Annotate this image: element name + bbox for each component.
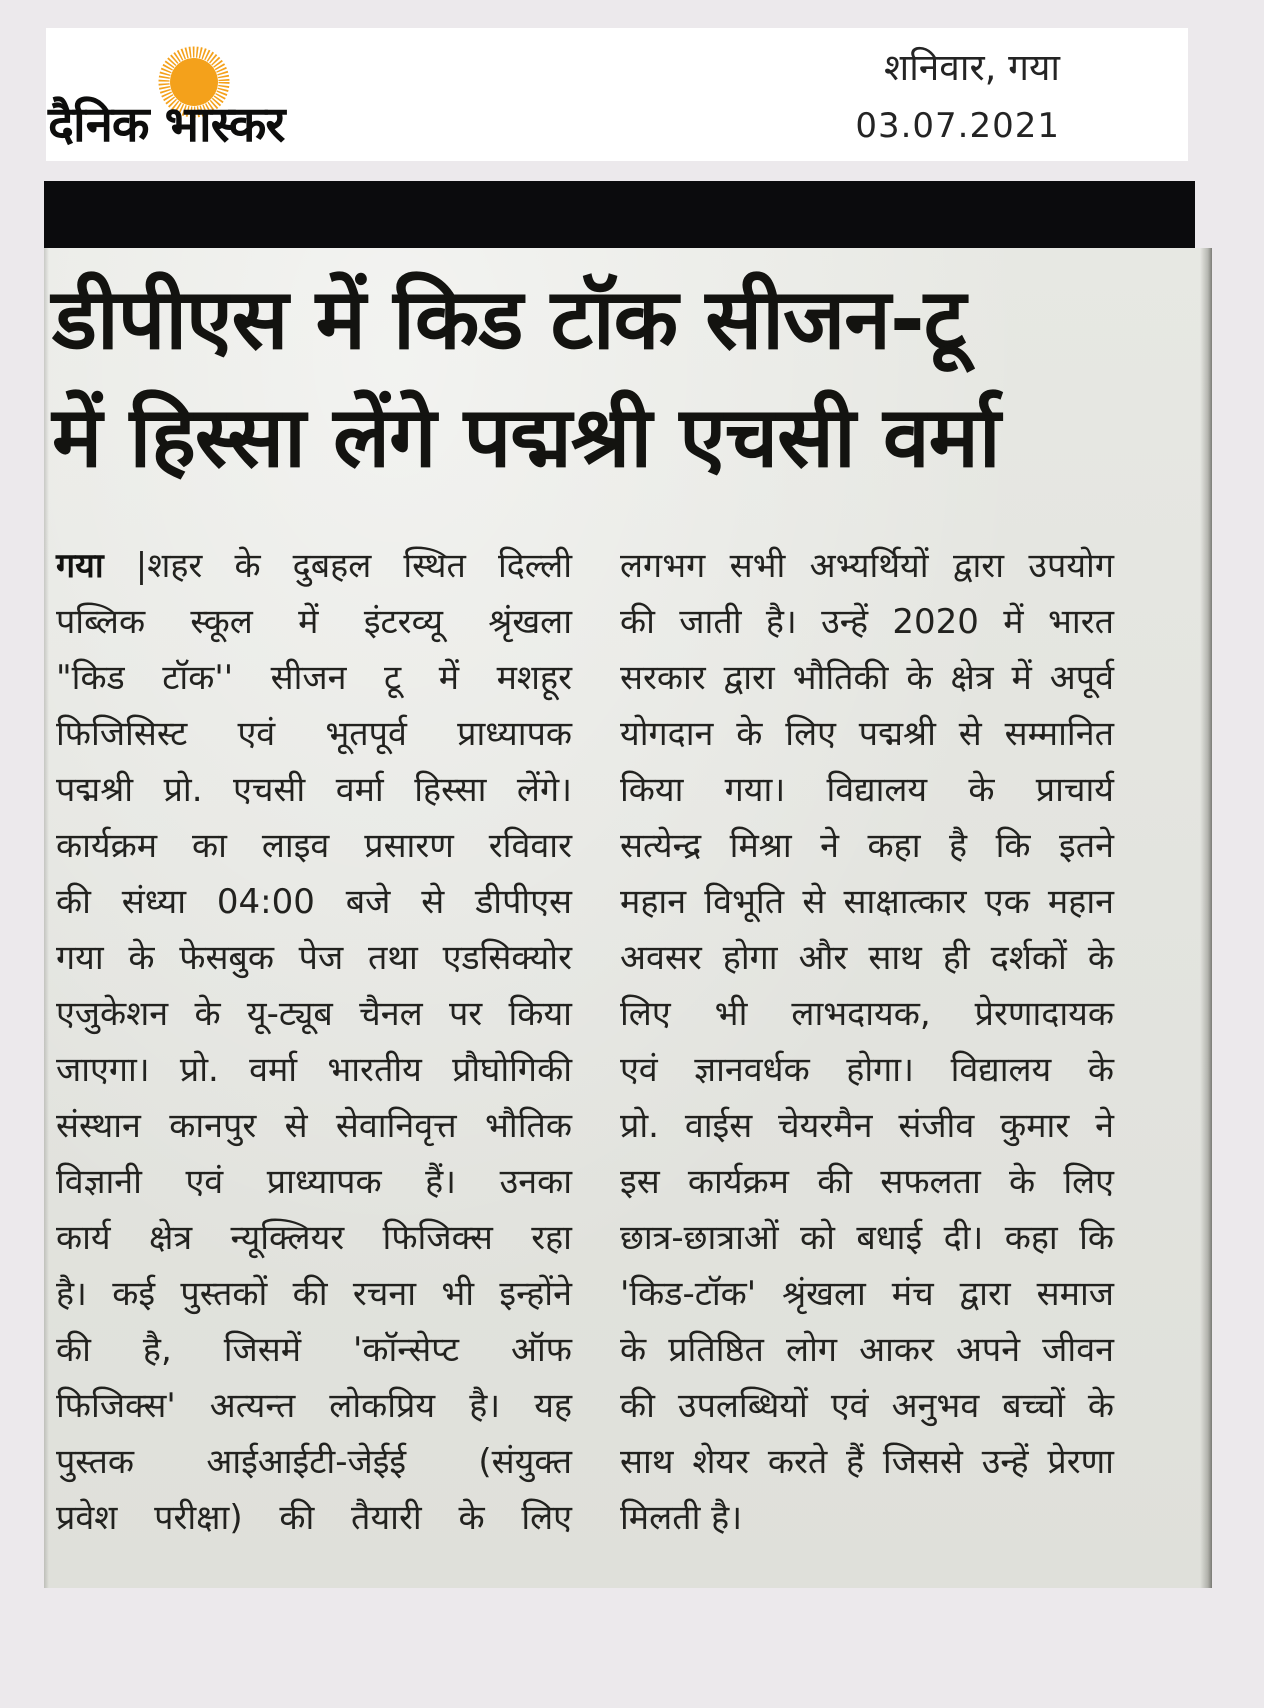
body-line: महान विभूति से साक्षात्कार एक महान — [620, 882, 1114, 922]
edition-date: 03.07.2021 — [855, 106, 1060, 147]
dainik-bhaskar-logo — [48, 28, 368, 161]
body-line: कार्यक्रम का लाइव प्रसारण रविवार — [56, 826, 572, 866]
edition-info — [855, 46, 1060, 147]
body-line: फिजिक्स' अत्यन्त लोकप्रिय है। यह — [56, 1386, 572, 1426]
body-line: किया गया। विद्यालय के प्राचार्य — [620, 770, 1114, 810]
body-line: पुस्तक आईआईटी-जेईई (संयुक्त — [56, 1442, 572, 1482]
body-line: मिलती है। — [620, 1498, 743, 1538]
divider-bar — [44, 181, 1195, 248]
body-line: की है, जिसमें 'कॉन्सेप्ट ऑफ — [56, 1330, 572, 1370]
column-gap — [572, 538, 620, 1546]
body-line: गया के फेसबुक पेज तथा एडसिक्योर — [56, 938, 572, 978]
headline — [44, 248, 1212, 496]
headline-line-2: में हिस्सा लेंगे पद्मश्री एचसी वर्मा — [52, 388, 1000, 486]
article-body — [44, 538, 1212, 1546]
body-line: विज्ञानी एवं प्राध्यापक हैं। उनका — [56, 1162, 572, 1202]
dateline-city: गया — [56, 546, 104, 586]
body-line: की जाती है। उन्हें 2020 में भारत — [620, 602, 1114, 642]
masthead — [46, 28, 1188, 161]
paper-edge-right — [1200, 248, 1212, 1588]
body-line: 'किड-टॉक' श्रृंखला मंच द्वारा समाज — [620, 1274, 1114, 1314]
body-line: अवसर होगा और साथ ही दर्शकों के — [620, 938, 1114, 978]
body-line: लिए भी लाभदायक, प्रेरणादायक — [620, 994, 1114, 1034]
body-line: पब्लिक स्कूल में इंटरव्यू श्रृंखला — [56, 602, 572, 642]
body-line: कार्य क्षेत्र न्यूक्लियर फिजिक्स रहा — [56, 1218, 572, 1258]
body-line: लगभग सभी अभ्यर्थियों द्वारा उपयोग — [620, 546, 1114, 586]
paper-edge-left — [44, 248, 49, 1588]
body-line: एजुकेशन के यू-ट्यूब चैनल पर किया — [56, 994, 572, 1034]
body-line: की उपलब्धियों एवं अनुभव बच्चों के — [620, 1386, 1114, 1426]
body-line: योगदान के लिए पद्मश्री से सम्मानित — [620, 714, 1114, 754]
body-line: पद्मश्री प्रो. एचसी वर्मा हिस्सा लेंगे। — [56, 770, 572, 810]
body-line: छात्र-छात्राओं को बधाई दी। कहा कि — [620, 1218, 1114, 1258]
body-line: संस्थान कानपुर से सेवानिवृत्त भौतिक — [56, 1106, 572, 1146]
body-line: फिजिसिस्ट एवं भूतपूर्व प्राध्यापक — [56, 714, 572, 754]
body-line: |शहर के दुबहल स्थित दिल्ली — [135, 546, 572, 586]
body-line: की संध्या 04:00 बजे से डीपीएस — [56, 882, 572, 922]
left-column — [56, 538, 572, 1546]
body-line-lead — [56, 538, 572, 594]
headline-line-1: डीपीएस में किड टॉक सीजन-टू — [52, 270, 966, 368]
newspaper-clipping — [44, 248, 1212, 1588]
body-line: प्रवेश परीक्षा) की तैयारी के लिए — [56, 1498, 572, 1538]
body-line: है। कई पुस्तकों की रचना भी इन्होंने — [56, 1274, 572, 1314]
body-line: एवं ज्ञानवर्धक होगा। विद्यालय के — [620, 1050, 1114, 1090]
logo-text: दैनिक भास्कर — [48, 96, 285, 153]
right-column — [620, 538, 1114, 1546]
body-line: के प्रतिष्ठित लोग आकर अपने जीवन — [620, 1330, 1114, 1370]
body-line: प्रो. वाईस चेयरमैन संजीव कुमार ने — [620, 1106, 1114, 1146]
body-line: "किड टॉक'' सीजन टू में मशहूर — [56, 658, 572, 698]
body-line: जाएगा। प्रो. वर्मा भारतीय प्रौघोगिकी — [56, 1050, 572, 1090]
body-line: साथ शेयर करते हैं जिससे उन्हें प्रेरणा — [620, 1442, 1114, 1482]
body-line: सरकार द्वारा भौतिकी के क्षेत्र में अपूर्व — [620, 658, 1114, 698]
edition-day-city: शनिवार, गया — [884, 46, 1060, 89]
body-line: सत्येन्द्र मिश्रा ने कहा है कि इतने — [620, 826, 1114, 866]
body-line: इस कार्यक्रम की सफलता के लिए — [620, 1162, 1114, 1202]
